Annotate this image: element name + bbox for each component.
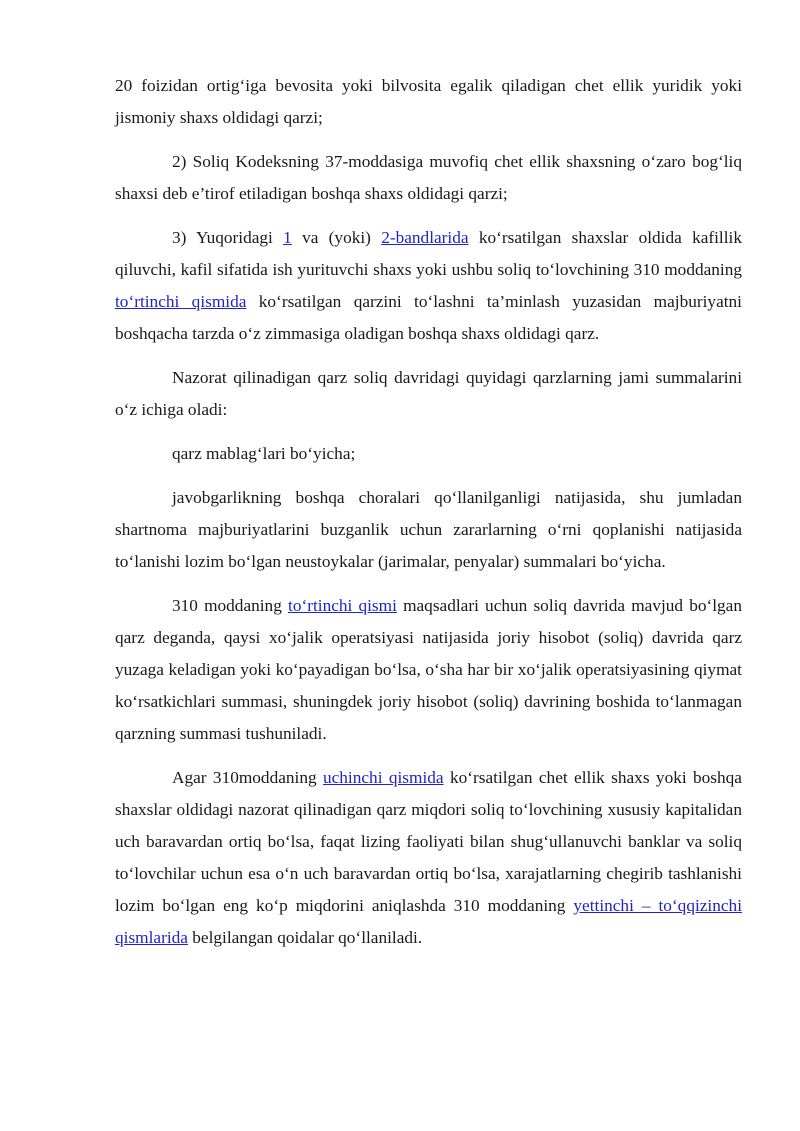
link-item-1[interactable]: 1 xyxy=(283,228,292,247)
paragraph-loan-funds xyxy=(115,438,742,470)
paragraph-text: javobgarlikning boshqa choralari qo‘llanilganligi natijasida, shu jumladan shartnoma majburiyatlarini buzganlik uchun zararlarning o‘rni qoplanishi natijasida to‘lanishi lozim bo‘lgan neustoykalar (jarimalar, penyalar) summalari bo‘yicha. xyxy=(115,488,742,571)
link-fourth-part[interactable]: to‘rtinchi qismida xyxy=(115,292,247,311)
paragraph-controlled-debt xyxy=(115,362,742,426)
paragraph-existing-debt xyxy=(115,590,742,750)
paragraph-penalties xyxy=(115,482,742,578)
link-seventh-ninth-parts[interactable]: yettinchi – to‘qqizinchi qismlarida xyxy=(115,896,742,947)
link-third-part[interactable]: uchinchi qismida xyxy=(322,768,444,787)
paragraph-text: ko‘rsatilgan qarzini to‘lashni ta’minlash yuzasidan majburiyatni boshqacha tarzda o‘z zimmasiga oladigan boshqa shaxs oldidagi qarz. xyxy=(115,292,742,343)
paragraph-text: 3) Yuqoridagi xyxy=(172,228,284,247)
paragraph-text: Nazorat qilinadigan qarz soliq davridagi quyidagi qarzlarning jami summalarini o‘z ichiga oladi: xyxy=(115,368,742,419)
paragraph-debt-limit xyxy=(115,762,742,954)
paragraph-item-2 xyxy=(115,146,742,210)
paragraph-text: 310 moddaning xyxy=(172,596,289,615)
paragraph-text: 20 foizidan ortig‘iga bevosita yoki bilvosita egalik qiladigan chet ellik yuridik yoki jismoniy shaxs oldidagi qarzi; xyxy=(115,76,742,127)
paragraph-text: ko‘rsatilgan chet ellik shaxs yoki boshqa shaxslar oldidagi nazorat qilinadigan qarz miqdori soliq to‘lovchining xususiy kapitalidan uch baravardan ortiq bo‘lsa, faqat lizing faoliyati bilan shug‘ullanuvchi banklar va soliq to‘lovchilar uchun esa o‘n uch baravardan ortiq bo‘lsa, xarajatlarning chegirib tashlanishi lozim bo‘lgan eng ko‘p miqdorini aniqlashda 310 moddaning xyxy=(115,768,742,915)
paragraph-text: maqsadlari uchun soliq davrida mavjud bo‘lgan qarz deganda, qaysi xo‘jalik operatsiyasi natijasida joriy hisobot (soliq) davrida qarz yuzaga keladigan yoki ko‘payadigan bo‘lsa, o‘sha har bir xo‘jalik operatsiyasining qiymat ko‘rsatkichlari summasi, shuningdek joriy hisobot (soliq) davrining boshida to‘lanmagan qarzning summasi tushuniladi. xyxy=(115,596,742,743)
paragraph-text: qarz mablag‘lari bo‘yicha; xyxy=(172,444,356,463)
link-fourth-part[interactable]: to‘rtinchi qismi xyxy=(288,596,397,615)
paragraph-text: belgilangan qoidalar qo‘llaniladi. xyxy=(187,928,423,947)
paragraph-text: 2) Soliq Kodeksning 37-moddasiga muvofiq chet ellik shaxsning o‘zaro bog‘liq shaxsi deb e’tirof etiladigan boshqa shaxs oldidagi qarzi; xyxy=(115,152,742,203)
paragraph-continuation xyxy=(115,70,742,134)
link-items-2[interactable]: 2-bandlarida xyxy=(381,228,469,247)
document-page xyxy=(115,70,742,966)
paragraph-item-3 xyxy=(115,222,742,350)
paragraph-text: ko‘rsatilgan shaxslar oldida kafillik qiluvchi, kafil sifatida ish yurituvchi shaxs yoki ushbu soliq to‘lovchining 310 moddaning xyxy=(115,228,742,279)
paragraph-text: Agar 310moddaning xyxy=(172,768,323,787)
paragraph-text: va (yoki) xyxy=(291,228,382,247)
